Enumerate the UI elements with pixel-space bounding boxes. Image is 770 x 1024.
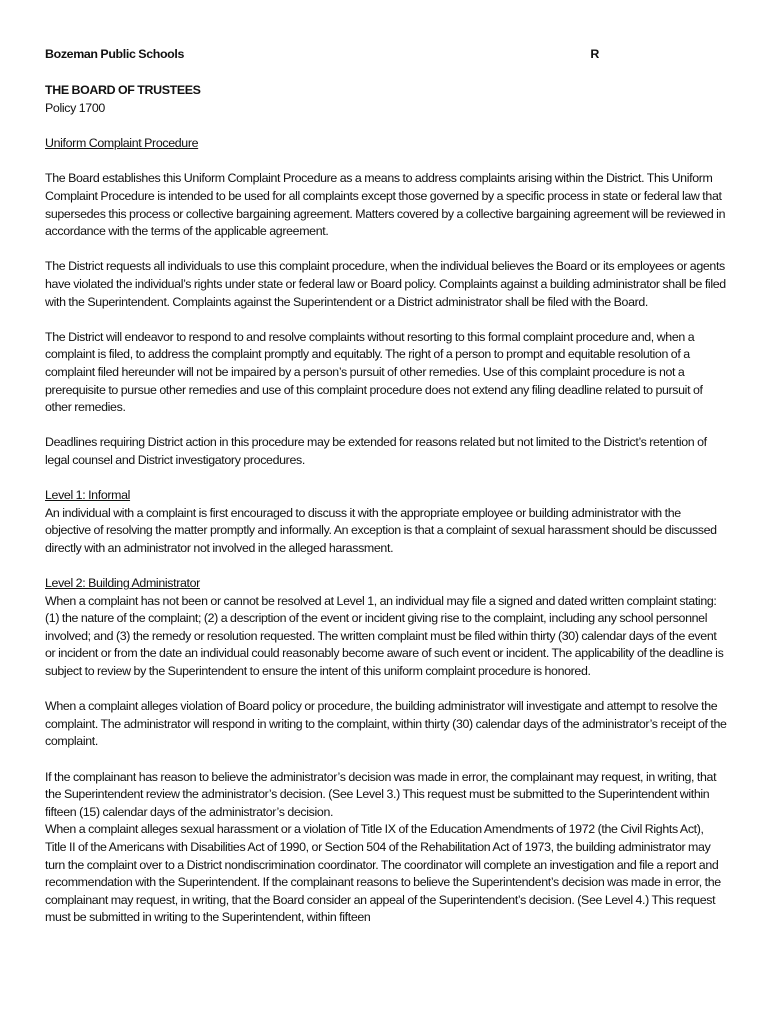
document-header: [45, 46, 727, 64]
level2-text-filing: When a complaint has not been or cannot be resolved at Level 1, an individual may file a signed and dated written complaint stating: (1) the nature of the complaint; (2) a description of the event or incident giving rise to the complaint, including any school personnel involved; and (3) the remedy or resolution requested. The written complaint must be filed within thirty (30) calendar days of the event or incident or from the date an individual could reasonably become aware of such event or incident. The applicability of the deadline is subject to review by the Superintendent to ensure the intent of this uniform complaint procedure is honored.: [45, 593, 724, 678]
level1-text: An individual with a complaint is first encouraged to discuss it with the appropriate employee or building administrator with the objective of resolving the matter promptly and informally. An exception is that a complaint of sexual harassment should be discussed directly with an administrator not involved in the alleged harassment.: [45, 505, 717, 555]
level1-heading: Level 1: Informal: [45, 488, 131, 503]
level2-text-review: If the complainant has reason to believe the administrator’s decision was made in error, the complainant may request, in writing, that the Superintendent review the administrator’s decision. (See Level 3.) This request must be submitted to the Superintendent within fifteen (15) calendar days of the administrator’s decision.: [45, 769, 717, 819]
district-name: Bozeman Public Schools: [45, 47, 185, 61]
level2-heading: Level 2: Building Administrator: [45, 576, 200, 591]
spacer: [45, 153, 727, 171]
document-page: [45, 46, 727, 927]
paragraph-scope: The District requests all individuals to use this complaint procedure, when the individual believes the Board or its employees or agents have violated the individual’s rights under state or federal law or Board policy. Complaints against a building administrator shall be filed with the Superintendent. Complaints against the Superintendent or a District administrator shall be filed with the Board.: [45, 259, 726, 309]
paragraph-deadlines: Deadlines requiring District action in this procedure may be extended for reasons related but not limited to the District’s retention of legal counsel and District investigatory procedures.: [45, 435, 707, 467]
paragraph-purpose: The Board establishes this Uniform Complaint Procedure as a means to address complaints arising within the District. This Uniform Complaint Procedure is intended to be used for all complaints except those governed by a specific process in state or federal law that supersedes this process or collective bargaining agreement. Matters covered by a collective bargaining agreement will be reviewed in accordance with the terms of the applicable agreement.: [45, 171, 726, 239]
policy-number: Policy 1700: [45, 100, 105, 115]
policy-code: R: [590, 47, 599, 61]
paragraph-resolution: The District will endeavor to respond to and resolve complaints without resorting to this formal complaint procedure and, when a complaint is filed, to address the complaint promptly and equitably. The right of a person to prompt and equitable resolution of a complaint filed hereunder will not be impaired by a person’s pursuit of other remedies. Use of this complaint procedure is not a prerequisite to pursue other remedies and use of this complaint procedure does not extend any filing deadline related to pursuit of other remedies.: [45, 329, 703, 415]
level2-text-harassment: When a complaint alleges sexual harassment or a violation of Title IX of the Education Amendments of 1972 (the Civil Rights Act), Title II of the Americans with Disabilities Act of 1990, or Section 504 of the Rehabilitation Act of 1973, the building administrator may turn the complaint over to a District nondiscrimination coordinator. The coordinator will complete an investigation and file a report and recommendation with the Superintendent. If the complainant reasons to believe the Superintendent’s decision was made in error, the complainant may request, in writing, that the Board consider an appeal of the Superintendent’s decision. (See Level 4.) This request must be submitted in writing to the Superintendent, within fifteen: [45, 822, 721, 925]
level2-text-investigation: When a complaint alleges violation of Board policy or procedure, the building administrator will investigate and attempt to resolve the complaint. The administrator will respond in writing to the complaint, within thirty (30) calendar days of the administrator’s receipt of the complaint.: [45, 699, 727, 749]
board-heading: THE BOARD OF TRUSTEES: [45, 83, 201, 97]
policy-title: Uniform Complaint Procedure: [45, 136, 199, 151]
